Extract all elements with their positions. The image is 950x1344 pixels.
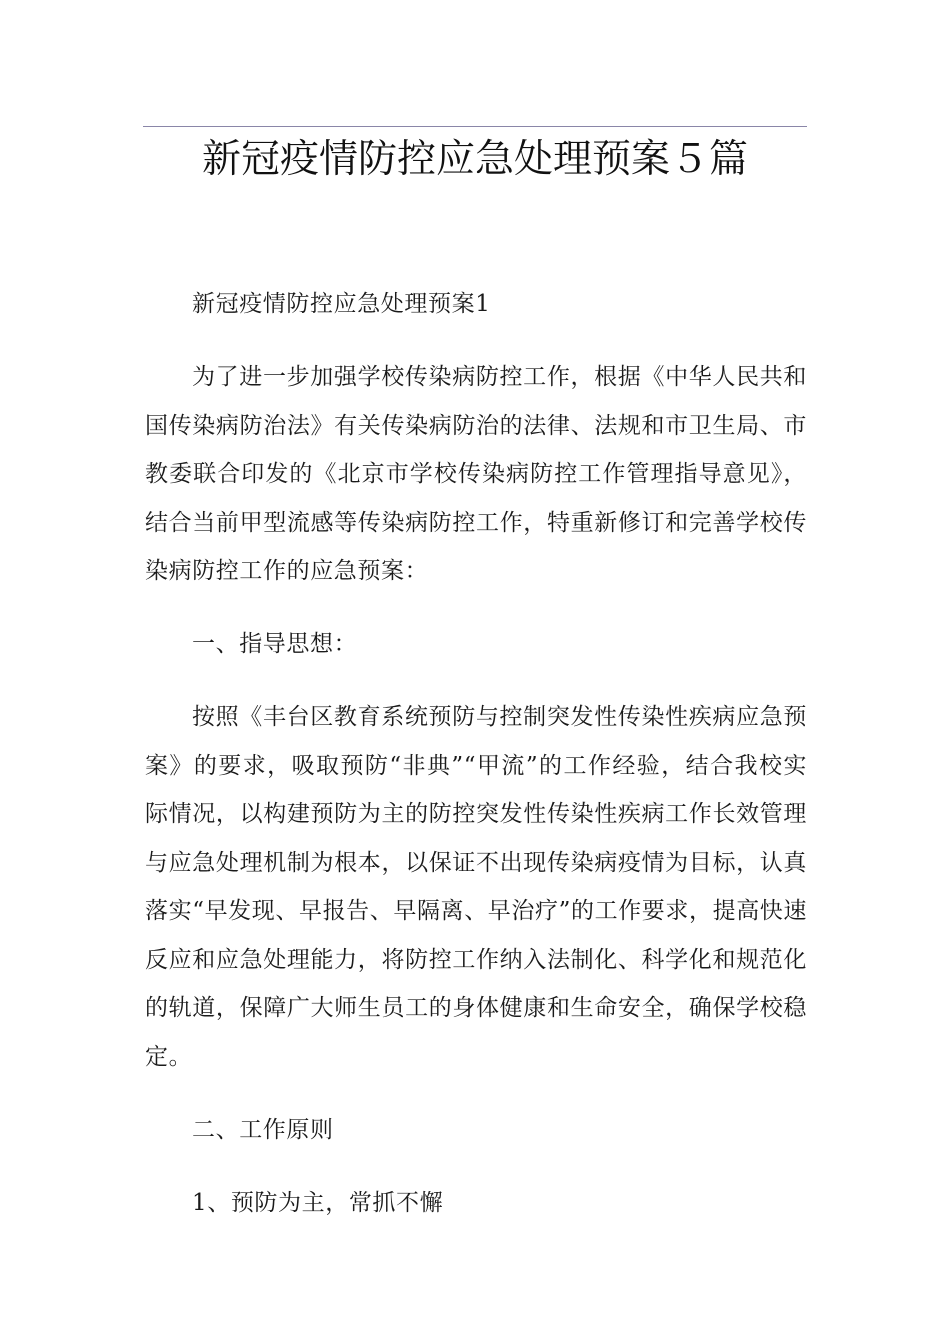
header-rule [143, 126, 807, 127]
section-heading-work-principles: 二、工作原则 [192, 1116, 334, 1143]
intro-paragraph: 为了进一步加强学校传染病防控工作，根据《中华人民共和国传染病防治法》有关传染病防治的法律、法规和市卫生局、市教委联合印发的《北京市学校传染病防控工作管理指导意见》，结合当前甲型流感等传染病防控工作，特重新修订和完善学校传染病防控工作的应急预案： [145, 364, 807, 584]
document-title: 新冠疫情防控应急处理预案５篇 [201, 137, 748, 182]
guiding-ideology-paragraph: 按照《丰台区教育系统预防与控制突发性传染性疾病应急预案》的要求，吸取预防“非典”“甲流”的工作经验，结合我校实际情况，以构建预防为主的防控突发性传染性疾病工作长效管理与应急处理机制为根本，以保证不出现传染病疫情为目标，认真落实“早发现、早报告、早隔离、早治疗”的工作要求，提高快速反应和应急处理能力，将防控工作纳入法制化、科学化和规范化的轨道，保障广大师生员工的身体健康和生命安全，确保学校稳定。 [145, 704, 807, 1070]
section-heading-plan-1: 新冠疫情防控应急处理预案1 [192, 291, 491, 317]
document-body [145, 280, 807, 1227]
principle-item-1: 1、预防为主，常抓不懈 [192, 1189, 444, 1216]
section-heading-guiding-ideology: 一、指导思想： [192, 631, 358, 657]
